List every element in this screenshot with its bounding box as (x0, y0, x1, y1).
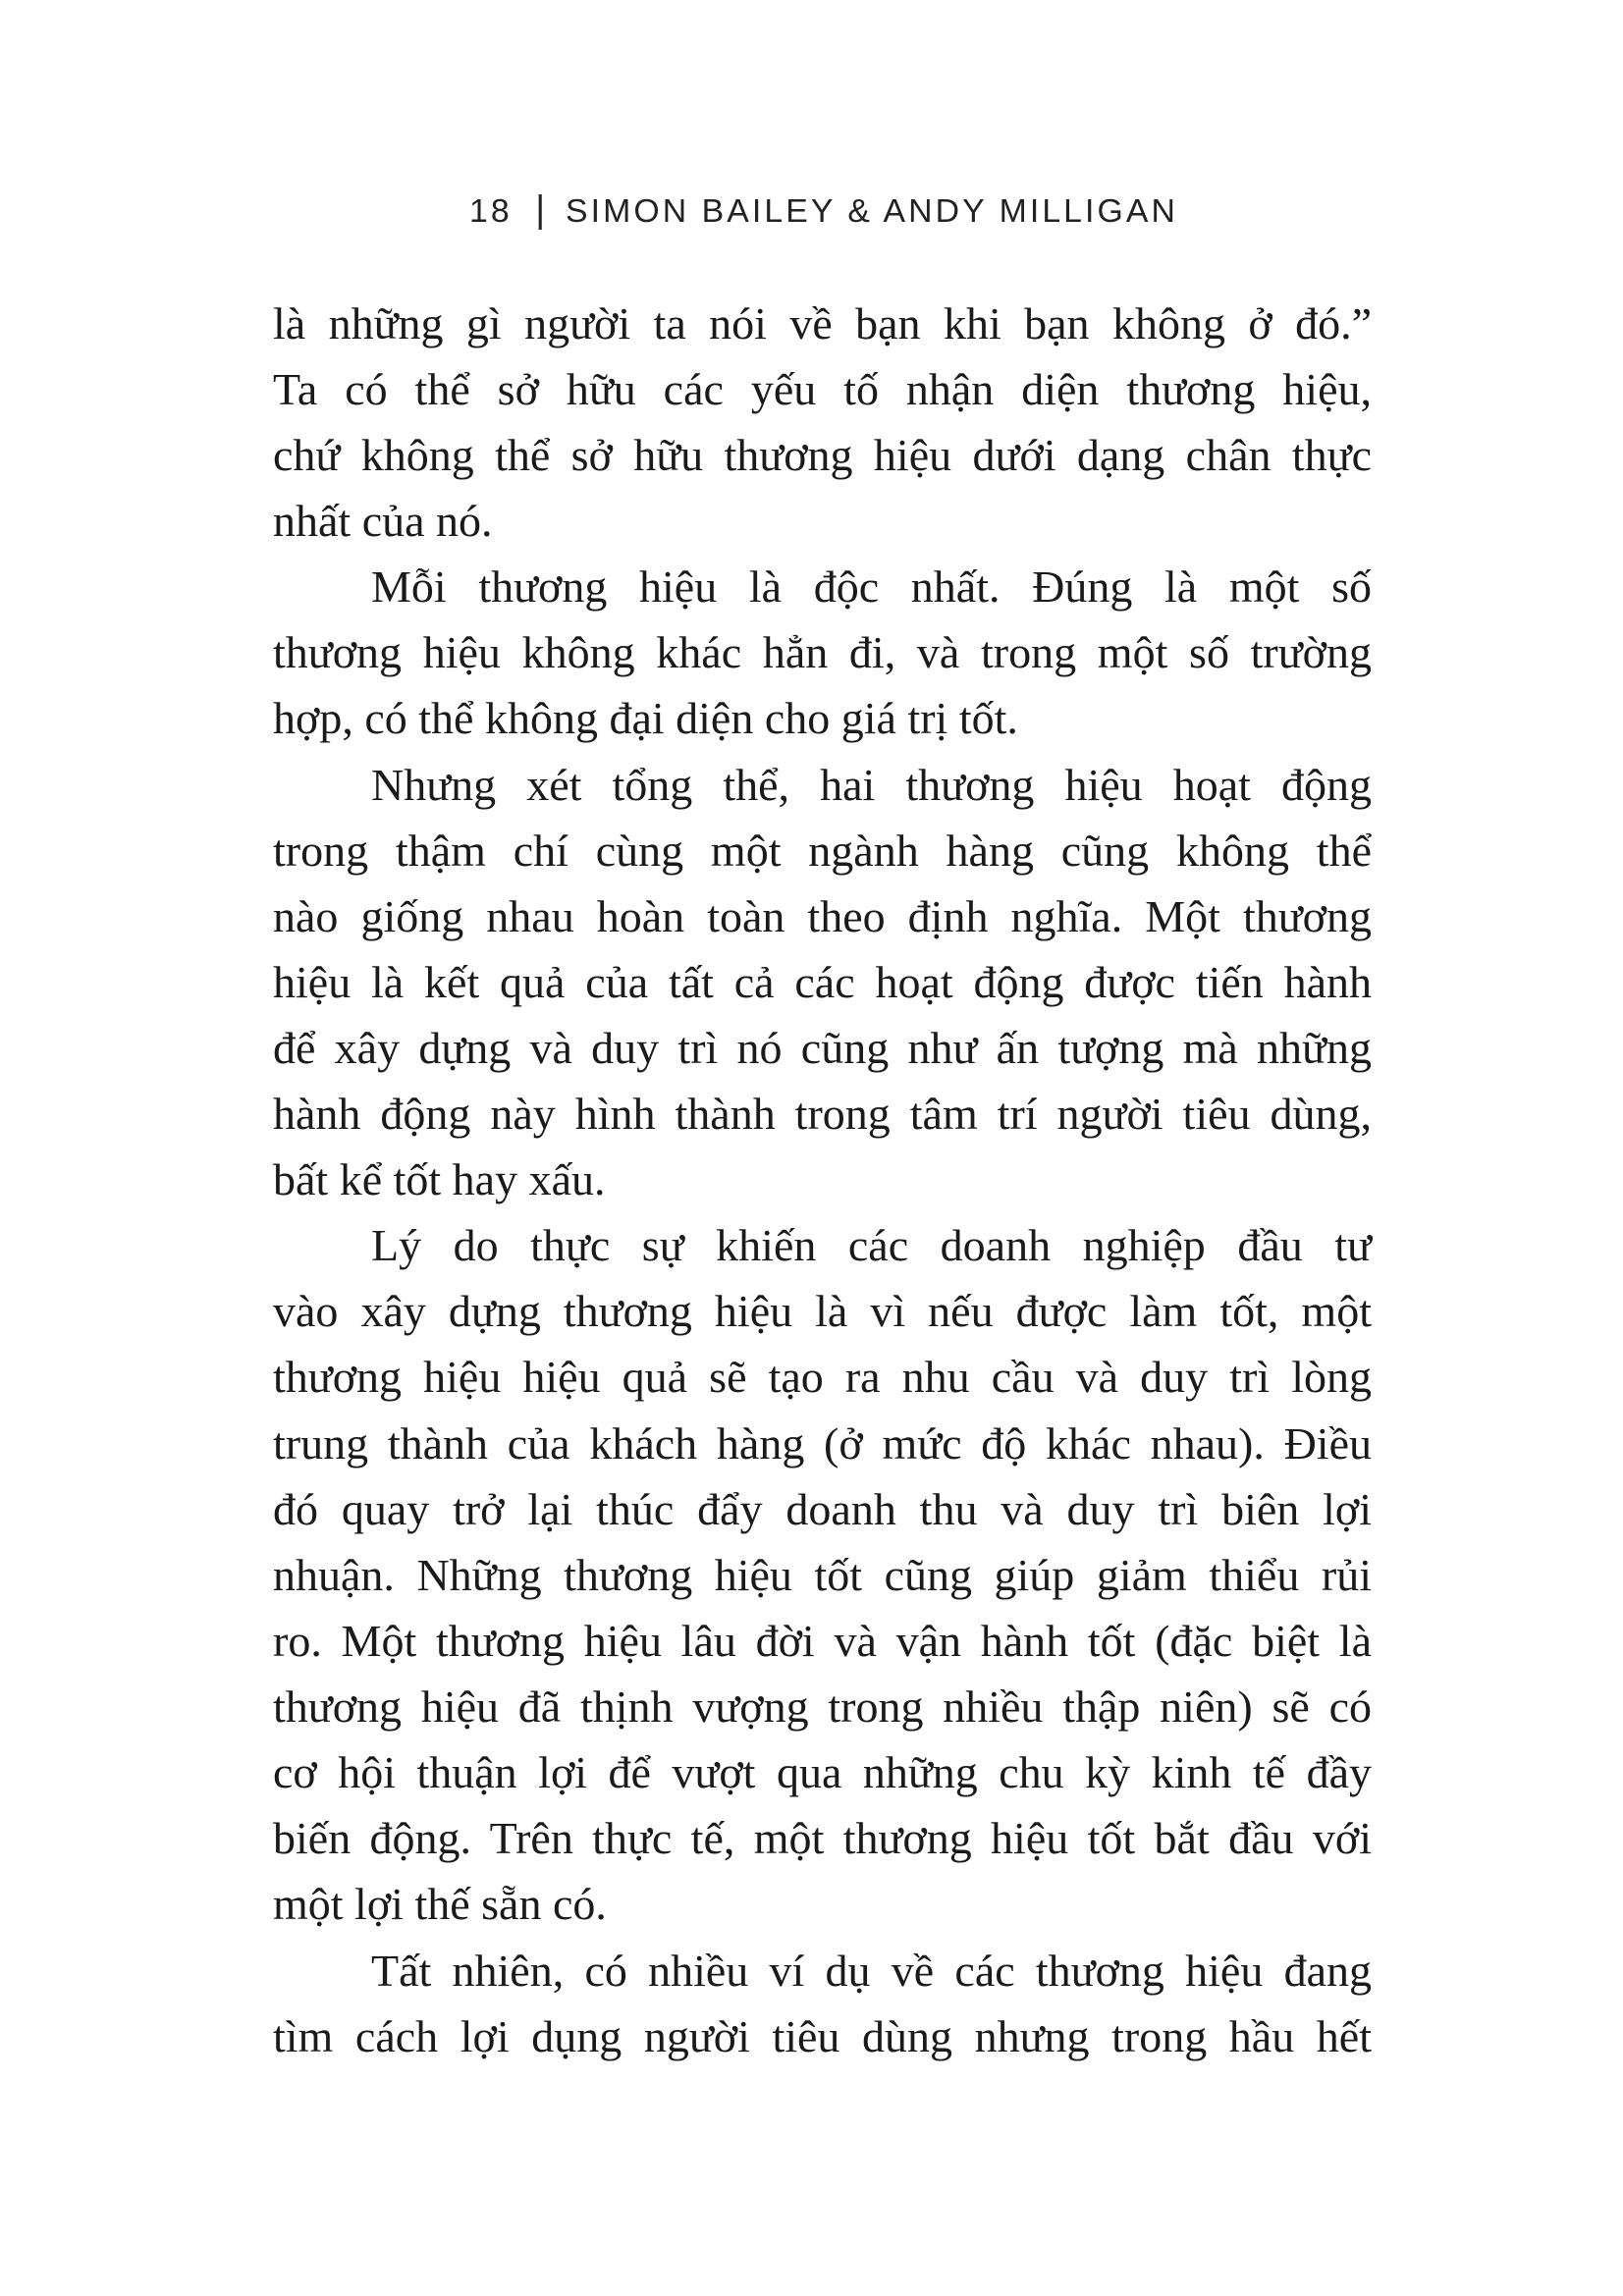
paragraph-first-line: Tất nhiên, có nhiều ví dụ về các thương hiệu đang (371, 1946, 1372, 1996)
paragraph-first-line: Nhưng xét tổng thể, hai thương hiệu hoạt động (371, 760, 1372, 810)
text-line: trung thành của khách hàng (ở mức độ khác nhau). Điều (273, 1418, 1372, 1468)
page-number: 18 (469, 192, 513, 230)
text-line: hành động này hình thành trong tâm trí người tiêu dùng, (273, 1089, 1372, 1139)
text-line: thương hiệu đã thịnh vượng trong nhiều thập niên) sẽ có (273, 1682, 1372, 1732)
text-line: tìm cách lợi dụng người tiêu dùng nhưng trong hầu hết (273, 2011, 1372, 2061)
paragraph-first-line: Lý do thực sự khiến các doanh nghiệp đầu tư (371, 1220, 1372, 1270)
text-line: cơ hội thuận lợi để vượt qua những chu kỳ kinh tế đầy (273, 1747, 1372, 1797)
paragraph-first-line: Mỗi thương hiệu là độc nhất. Đúng là một số (371, 561, 1372, 612)
author-names: SIMON BAILEY & ANDY MILLIGAN (566, 192, 1178, 230)
text-line: để xây dựng và duy trì nó cũng như ấn tượng mà những (273, 1023, 1372, 1073)
text-line: trong thậm chí cùng một ngành hàng cũng không thể (273, 826, 1372, 876)
text-line: Ta có thể sở hữu các yếu tố nhận diện thương hiệu, (273, 364, 1372, 414)
text-line: một lợi thế sẵn có. (273, 1879, 607, 1929)
text-line: nhuận. Những thương hiệu tốt cũng giúp giảm thiểu rủi (273, 1550, 1372, 1600)
running-header-text (469, 192, 1178, 231)
text-line: biến động. Trên thực tế, một thương hiệu tốt bắt đầu với (273, 1813, 1372, 1863)
text-line: là những gì người ta nói về bạn khi bạn không ở đó.” (273, 298, 1372, 348)
text-line: chứ không thể sở hữu thương hiệu dưới dạng chân thực (273, 430, 1372, 480)
text-line: đó quay trở lại thúc đẩy doanh thu và duy trì biên lợi (273, 1484, 1372, 1534)
text-line: vào xây dựng thương hiệu là vì nếu được làm tốt, một (273, 1286, 1372, 1336)
header-separator (538, 194, 541, 230)
text-line: thương hiệu hiệu quả sẽ tạo ra nhu cầu và duy trì lòng (273, 1352, 1372, 1402)
text-line: hiệu là kết quả của tất cả các hoạt động được tiến hành (273, 957, 1372, 1007)
text-line: ro. Một thương hiệu lâu đời và vận hành tốt (đặc biệt là (273, 1616, 1372, 1666)
text-line: nào giống nhau hoàn toàn theo định nghĩa. Một thương (273, 891, 1372, 941)
text-line: nhất của nó. (273, 496, 493, 546)
text-line: hợp, có thể không đại diện cho giá trị tốt. (273, 693, 1018, 743)
text-line: bất kể tốt hay xấu. (273, 1154, 606, 1204)
text-line: thương hiệu không khác hẳn đi, và trong một số trường (273, 627, 1372, 677)
running-header (469, 192, 1178, 232)
